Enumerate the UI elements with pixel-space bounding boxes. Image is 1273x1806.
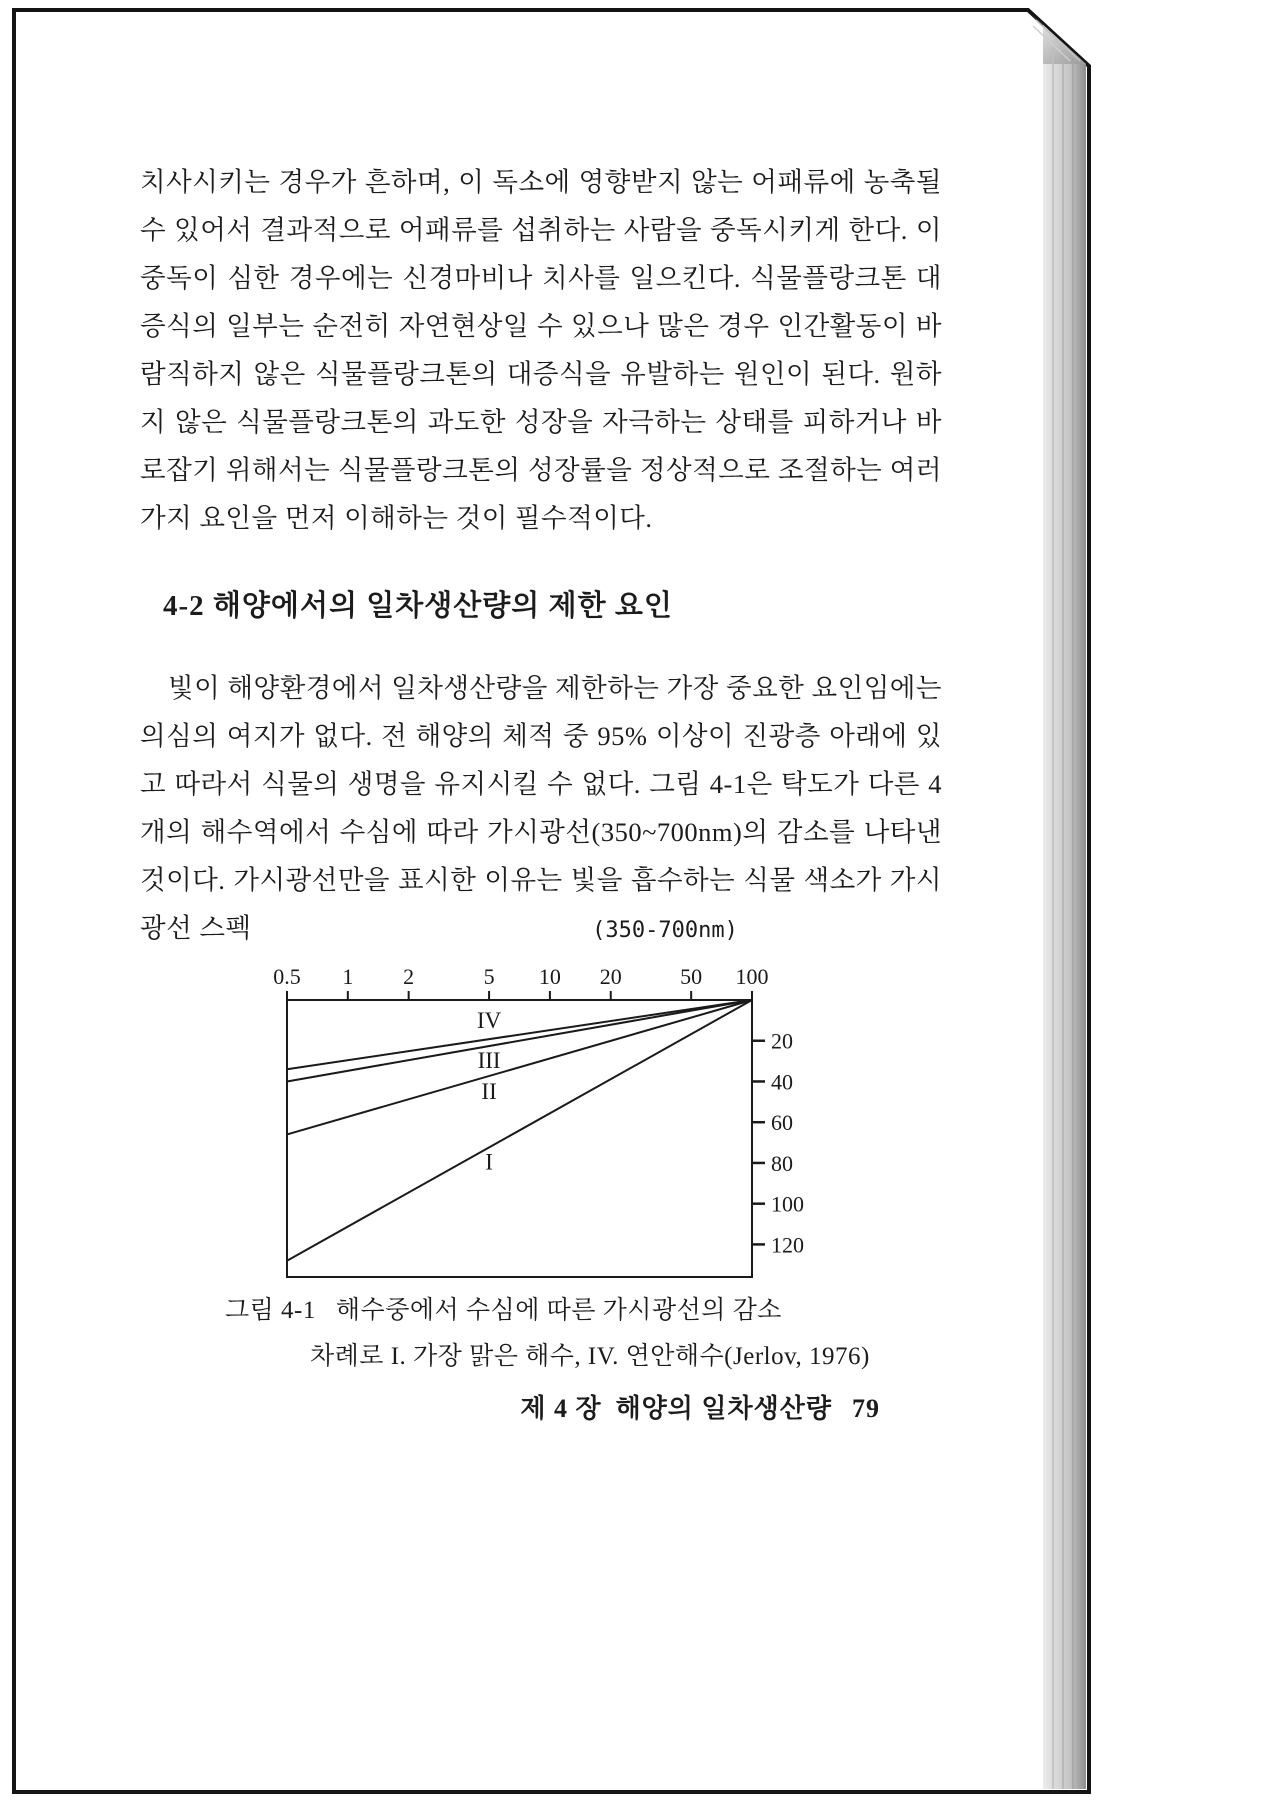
figure-number-label: 그림 4-1: [225, 1297, 316, 1324]
svg-text:100: 100: [735, 964, 769, 989]
svg-text:II: II: [481, 1079, 497, 1105]
chapter-number-label: 제 4 장: [520, 1394, 602, 1423]
page-number: 79: [852, 1394, 880, 1423]
figure-caption-detail: 차례로 I. 가장 맑은 해수, IV. 연안해수(Jerlov, 1976): [310, 1343, 870, 1370]
svg-text:IV: IV: [476, 1008, 502, 1034]
svg-text:III: III: [477, 1048, 501, 1074]
svg-text:80: 80: [771, 1150, 793, 1176]
section-heading: 4-2 해양에서의 일차생산량의 제한 요인: [163, 590, 673, 622]
svg-text:60: 60: [771, 1110, 793, 1136]
chapter-footer: [340, 1388, 880, 1425]
svg-text:I: I: [485, 1149, 493, 1175]
svg-text:120: 120: [771, 1232, 804, 1258]
svg-text:0.5: 0.5: [273, 964, 301, 989]
figure-caption-text: 해수중에서 수심에 따른 가시광선의 감소: [335, 1297, 782, 1324]
figure-wavelength-range-label: (350-700nm): [592, 918, 738, 943]
figure-caption: [225, 1290, 782, 1326]
chapter-title: 해양의 일차생산량: [615, 1394, 832, 1423]
svg-text:2: 2: [403, 964, 415, 989]
light-attenuation-chart: [230, 945, 810, 1290]
svg-text:20: 20: [599, 964, 622, 989]
svg-text:50: 50: [680, 964, 703, 989]
svg-text:100: 100: [771, 1191, 804, 1217]
svg-text:1: 1: [342, 964, 354, 989]
paragraph-continuation: 치사시키는 경우가 흔하며, 이 독소에 영향받지 않는 어패류에 농축될 수 있어서 결과적으로 어패류를 섭취하는 사람을 중독시키게 한다. 이 중독이 심한 경우에는 신경마비나 치사를 일으킨다. 식물플랑크톤 대증식의 일부는 순전히 자연현상일 수 있으나 많은 경우 인간활동이 바람직하지 않은 식물플랑크톤의 대증식을 유발하는 원인이 된다. 원하지 않은 식물플랑크톤의 과도한 성장을 자극하는 상태를 피하거나 바로잡기 위해서는 식물플랑크톤의 성장률을 정상적으로 조절하는 여러 가지 요인을 먼저 이해하는 것이 필수적이다.: [140, 167, 942, 533]
svg-text:20: 20: [771, 1028, 793, 1054]
paragraph: 빛이 해양환경에서 일차생산량을 제한하는 가장 중요한 요인임에는 의심의 여지가 없다. 전 해양의 체적 중 95% 이상이 진광층 아래에 있고 따라서 식물의 생명을 유지시킬 수 없다. 그림 4-1은 탁도가 다른 4개의 해수역에서 수심에 따라 가시광선(350~700nm)의 감소를 나타낸 것이다. 가시광선만을 표시한 이유는 빛을 흡수하는 식물 색소가 가시광선 스펙: [140, 673, 942, 943]
svg-text:10: 10: [538, 964, 561, 989]
svg-text:5: 5: [483, 964, 495, 989]
svg-text:40: 40: [771, 1069, 793, 1095]
